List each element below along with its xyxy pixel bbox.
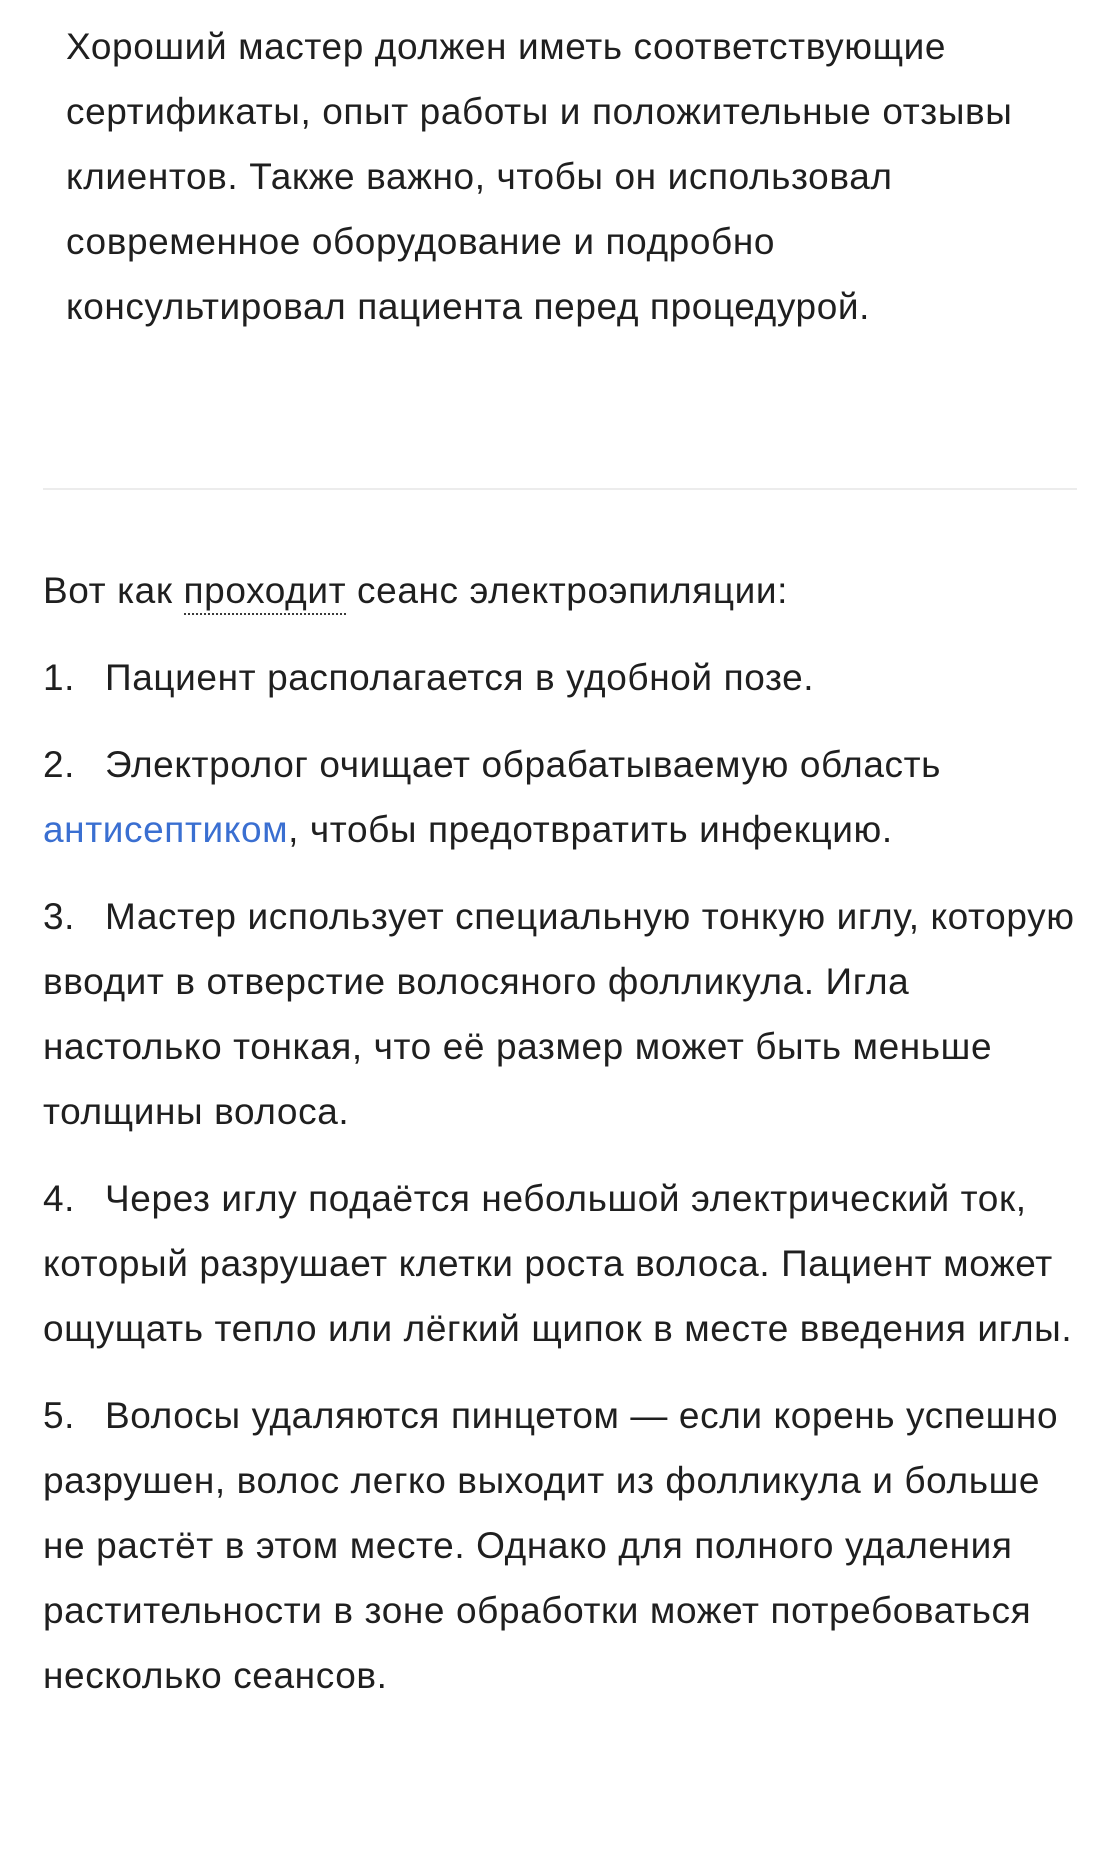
step-number: 5. [43, 1395, 76, 1436]
list-item [43, 1383, 1083, 1708]
step-text-after: , чтобы предотвратить инфекцию. [288, 809, 893, 850]
step-number: 1. [43, 657, 76, 698]
step-text: Мастер использует специальную тонкую иглу, которую вводит в отверстие волосяного фолликула. Игла настолько тонкая, что её размер может быть меньше толщины волоса. [43, 896, 1075, 1132]
list-item [43, 884, 1083, 1144]
intro-text-before: Вот как [43, 570, 184, 611]
session-steps-list [43, 645, 1083, 1730]
step-number: 4. [43, 1178, 76, 1219]
step-text: Пациент располагается в удобной позе. [105, 657, 815, 698]
list-item [43, 1166, 1083, 1361]
glossary-link-prokhodit[interactable]: проходит [184, 570, 347, 615]
intro-text-after: сеанс электроэпиляции: [346, 570, 789, 611]
session-intro [43, 558, 1073, 623]
master-requirements-paragraph: Хороший мастер должен иметь соответствующие сертификаты, опыт работы и положительные отзывы клиентов. Также важно, чтобы он использовал современное оборудование и подробно консультировал пациента перед процедурой. [66, 26, 1013, 327]
list-item [43, 732, 1083, 862]
list-item [43, 645, 1083, 710]
section-divider [43, 488, 1077, 490]
step-text: Волосы удаляются пинцетом — если корень успешно разрушен, волос легко выходит из фолликула и больше не растёт в этом месте. Однако для полного удаления растительности в зоне обработки может потребоваться несколько сеансов. [43, 1395, 1059, 1696]
step-number: 3. [43, 896, 76, 937]
antiseptic-link[interactable]: антисептиком [43, 809, 289, 850]
step-number: 2. [43, 744, 76, 785]
step-text: Через иглу подаётся небольшой электрический ток, который разрушает клетки роста волоса. Пациент может ощущать тепло или лёгкий щипок в месте введения иглы. [43, 1178, 1073, 1349]
step-text-before: Электролог очищает обрабатываемую область [105, 744, 942, 785]
